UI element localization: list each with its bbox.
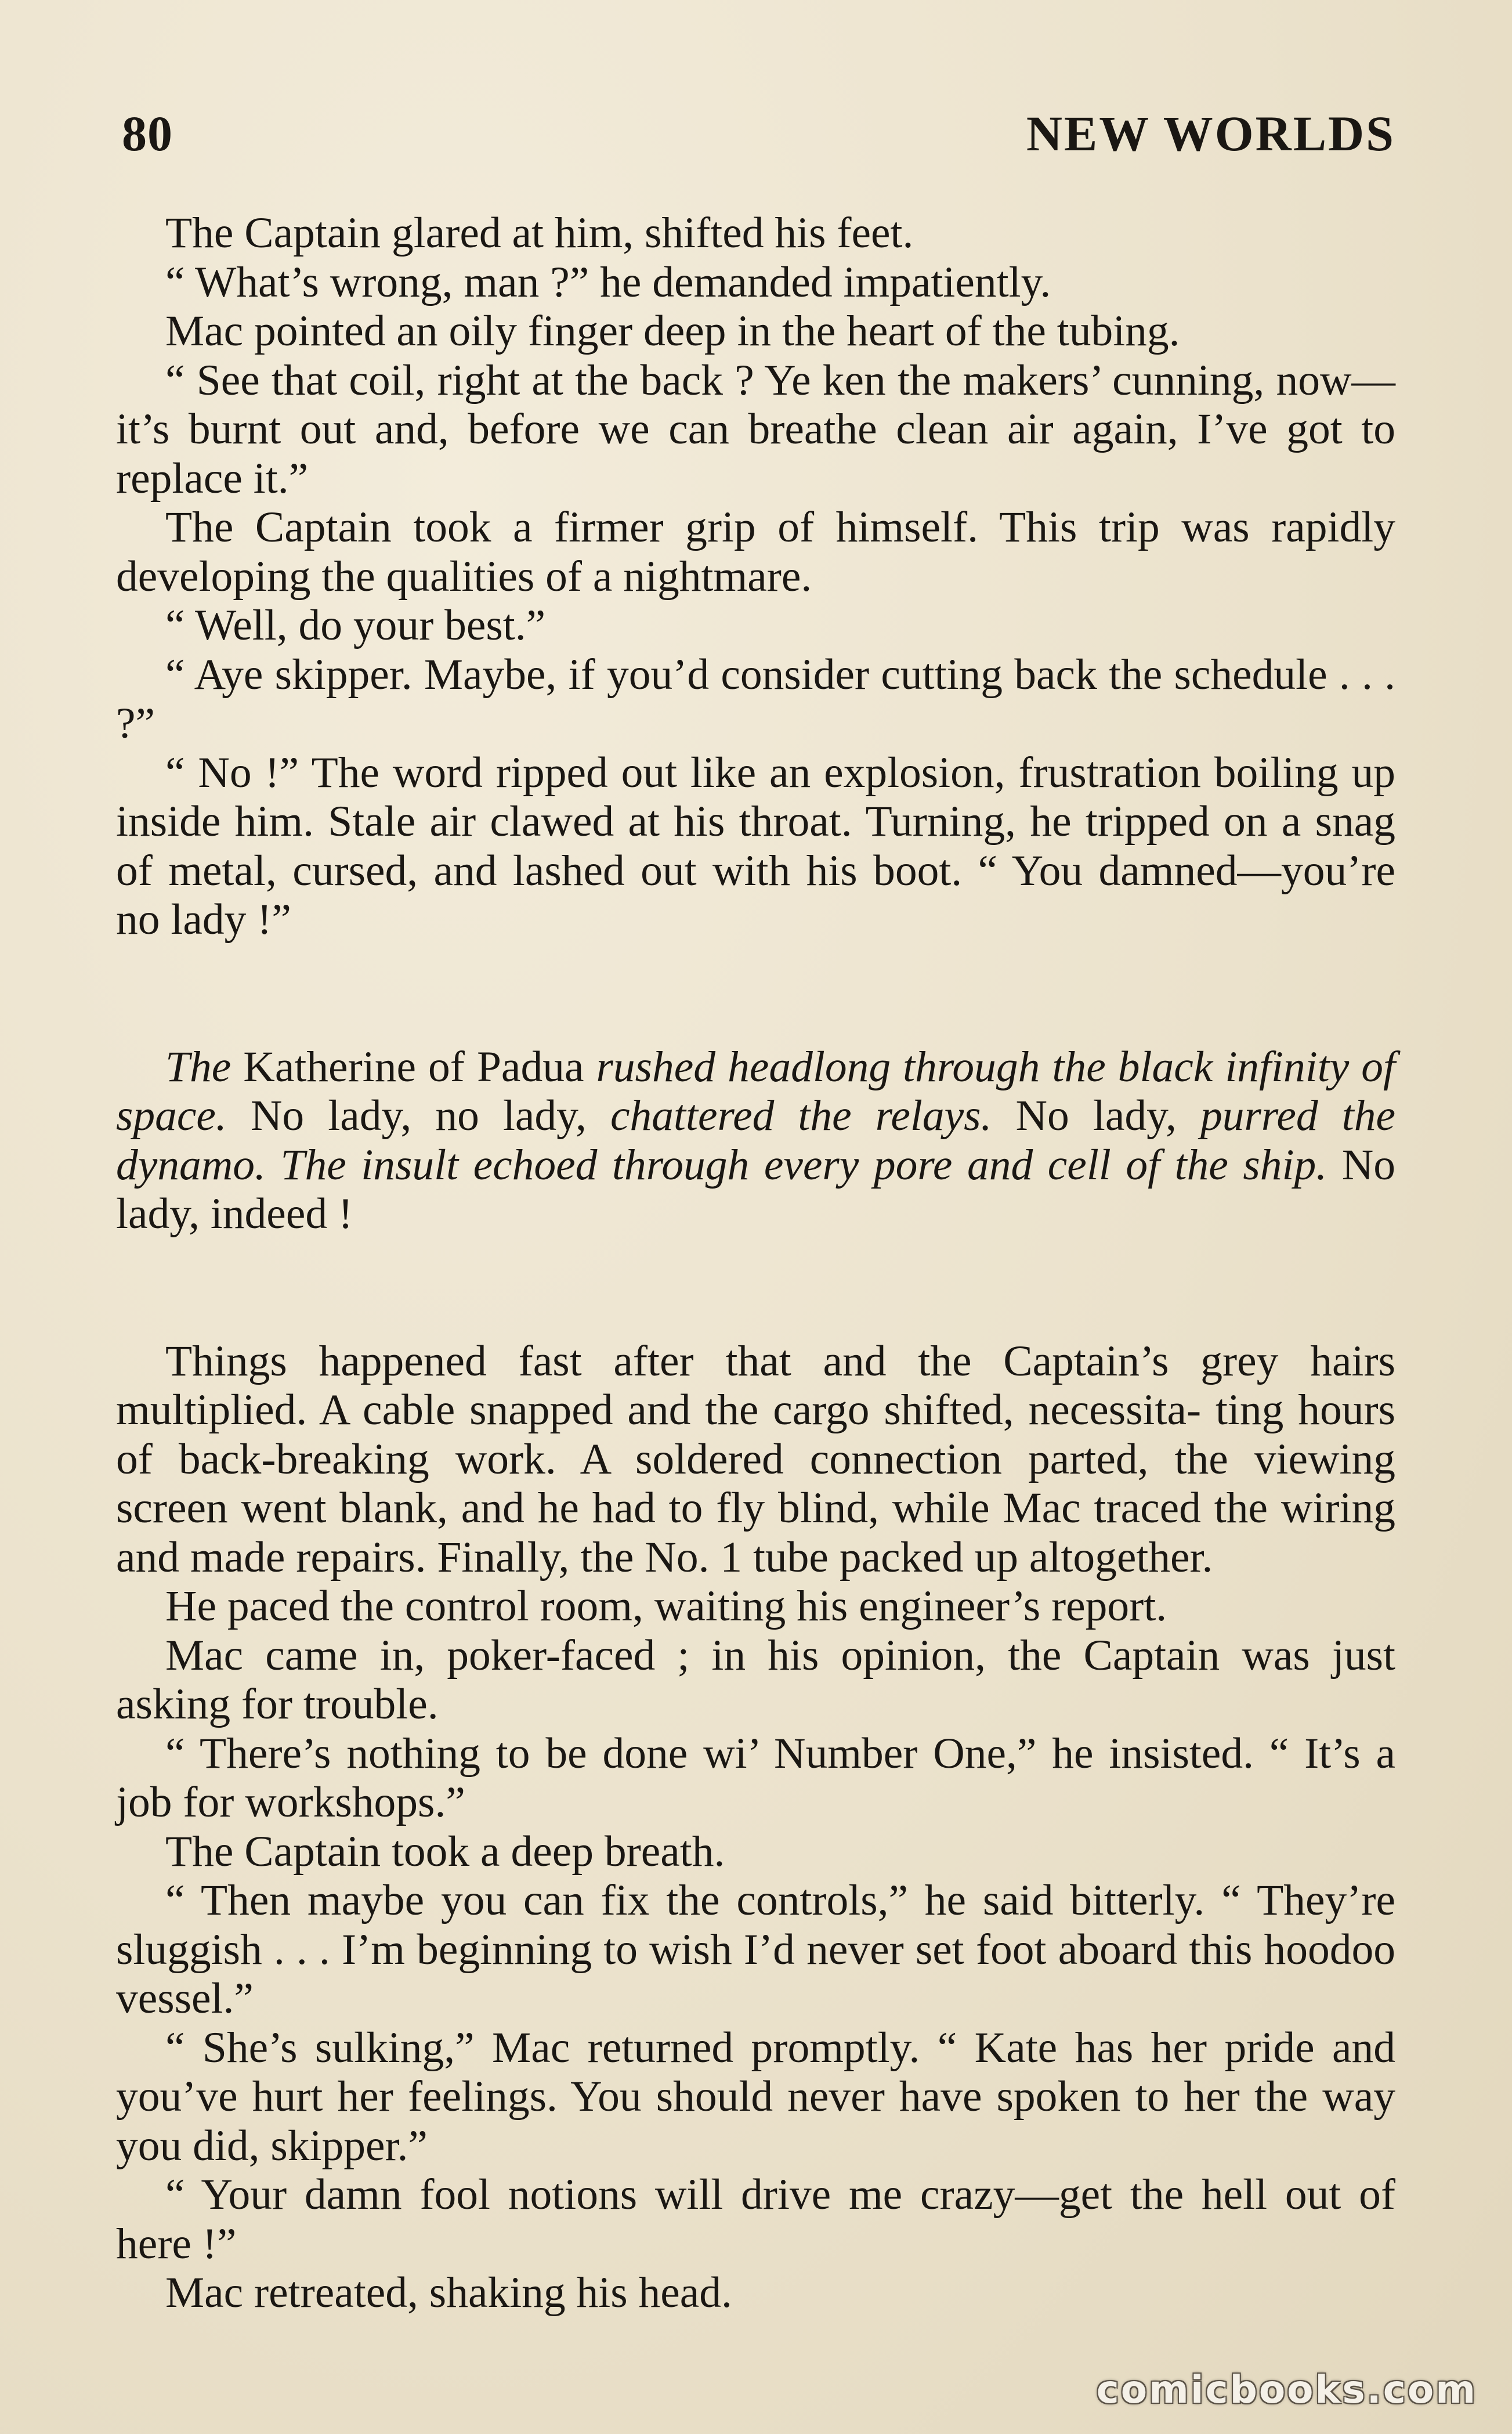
paragraph: He paced the control room, waiting his engineer’s report. <box>165 1582 1167 1630</box>
paragraph: “ Well, do your best.” <box>165 601 546 649</box>
paragraph: “ No !” The word ripped out like an explosion, frustration boiling up inside him. Stale air clawed at his throat. Turning, he tripped on a snag of metal, cursed, and lashed out with his boot. “ You damned—you’re no lady !” <box>116 748 1395 944</box>
paragraph: “ See that coil, right at the back ? Ye ken the makers’ cunning, now—it’s burnt out and, before we can breathe clean air again, I’ve got to replace it.” <box>116 356 1395 503</box>
roman-text: No lady, indeed ! <box>116 1140 1395 1238</box>
paragraph: The Captain took a deep breath. <box>165 1827 725 1876</box>
paragraph: “ What’s wrong, man ?” he demanded impatiently. <box>165 258 1051 306</box>
paragraph: Things happened fast after that and the Captain’s grey hairs multiplied. A cable snapped and the cargo shifted, necessita- ting hours of back-breaking work. A soldered connection parted, the viewing screen went blank, and he had to fly blind, while Mac traced the wiring and made repairs. Finally, the No. 1 tube packed up altogether. <box>116 1337 1395 1581</box>
paragraph: “ Then maybe you can fix the controls,” he said bitterly. “ They’re sluggish . . . I’m beginning to wish I’d never set foot aboard this hoodoo vessel.” <box>116 1876 1395 2023</box>
page-number: 80 <box>122 106 173 161</box>
section-break <box>116 945 1395 1043</box>
paragraph: “ Aye skipper. Maybe, if you’d consider cutting back the schedule . . . ?” <box>116 650 1395 747</box>
italic-text: rushed headlong through the black infinity of space. <box>116 1042 1395 1140</box>
section-break <box>116 1239 1395 1337</box>
paragraph: The Captain glared at him, shifted his feet. <box>165 209 914 257</box>
interlude-paragraph <box>116 1043 1395 1239</box>
page-header <box>116 99 1395 168</box>
section-two <box>116 1337 1395 2318</box>
paragraph: Mac retreated, shaking his head. <box>165 2269 732 2317</box>
book-page <box>116 99 1395 2350</box>
roman-text: Katherine of Padua <box>231 1042 596 1091</box>
running-head: NEW WORLDS <box>1026 106 1395 161</box>
italic-interlude <box>116 1043 1395 1239</box>
paragraph: “ Your damn fool notions will drive me crazy—get the hell out of here !” <box>116 2171 1395 2268</box>
italic-text: purred the dynamo. The insult echoed through every pore and cell of the ship. <box>116 1092 1396 1189</box>
italic-text: chattered the relays. <box>610 1092 992 1140</box>
italic-text: The <box>165 1042 231 1091</box>
roman-text: No lady, no lady, <box>226 1092 611 1140</box>
roman-text: No lady, <box>992 1092 1200 1140</box>
site-watermark: comicbooks.com <box>1096 2367 1477 2412</box>
paragraph: The Captain took a firmer grip of himself. This trip was rapidly developing the qualities of a nightmare. <box>116 503 1395 601</box>
section-one <box>116 209 1395 945</box>
paragraph: Mac came in, poker-faced ; in his opinion, the Captain was just asking for trouble. <box>116 1631 1395 1728</box>
paragraph: “ There’s nothing to be done wi’ Number One,” he insisted. “ It’s a job for workshops.” <box>116 1729 1395 1826</box>
paragraph: Mac pointed an oily finger deep in the heart of the tubing. <box>165 307 1180 355</box>
page-body <box>116 209 1395 2318</box>
paragraph: “ She’s sulking,” Mac returned promptly. “ Kate has her pride and you’ve hurt her feelings. You should never have spoken to her the way you did, skipper.” <box>116 2023 1395 2170</box>
